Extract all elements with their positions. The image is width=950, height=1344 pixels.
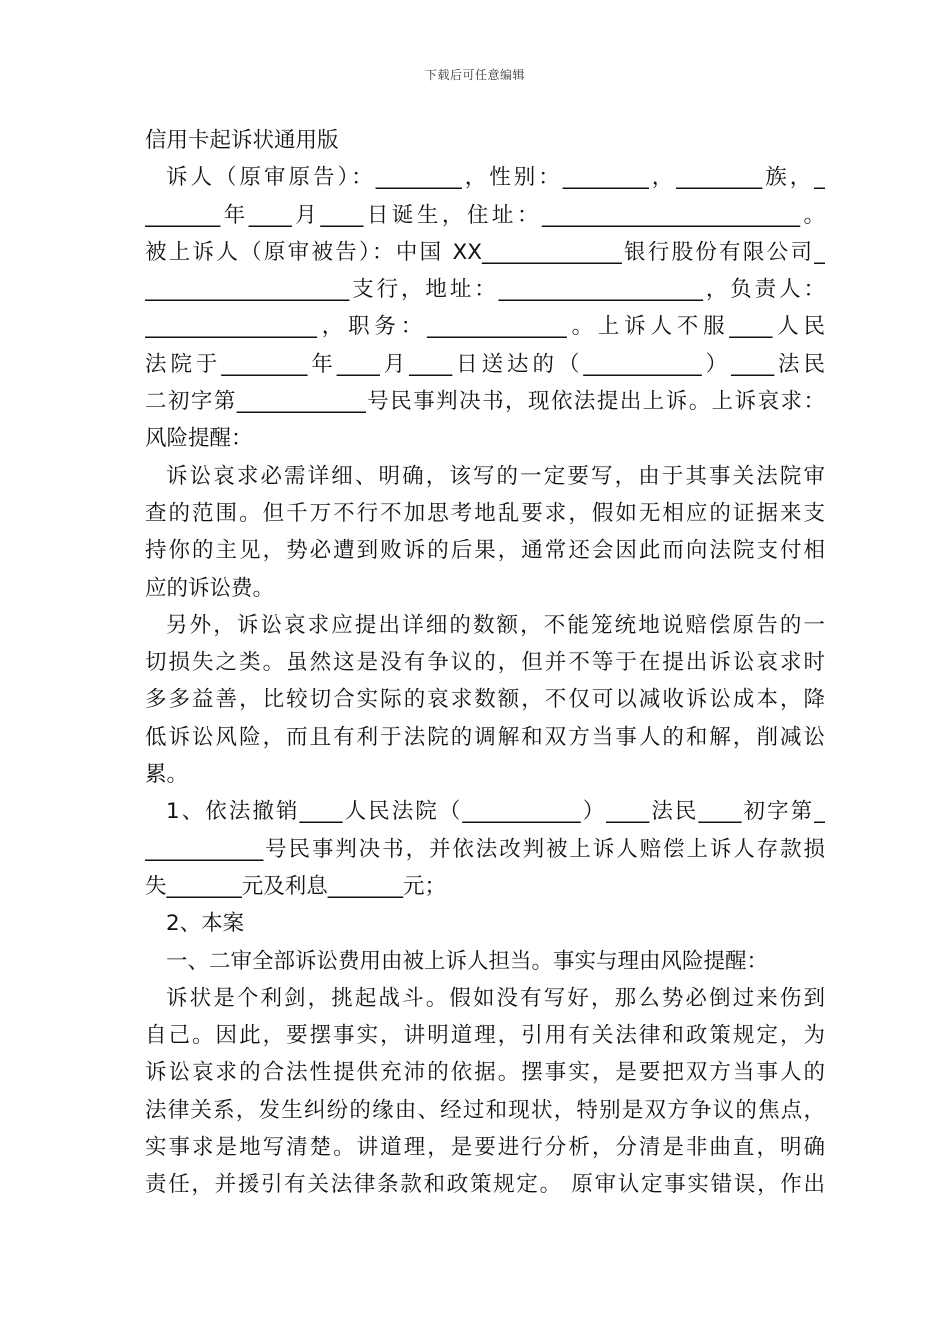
header-note: 下载后可任意编辑: [424, 68, 525, 82]
document-line: 低诉讼风险，而且有利于法院的调解和双方当事人的和解，削减讼: [145, 724, 825, 750]
document-line: 二初字第____________号民事判决书，现依法提出上诉。上诉哀求：: [145, 389, 825, 415]
document-line: 持你的主见，势必遭到败诉的后果，通常还会因此而向法院支付相: [145, 538, 825, 564]
document-line: 风险提醒：: [145, 426, 253, 452]
document-line: 诉讼哀求的合法性提供充沛的依据。摆事实，是要把双方当事人的: [145, 1060, 825, 1086]
document-line: 诉状是个利剑，挑起战斗。假如没有写好，那么势必倒过来伤到: [166, 985, 825, 1011]
document-line: ___________号民事判决书，并依法改判被上诉人赔偿上诉人存款损: [145, 836, 825, 862]
document-line: _______年____月____日诞生，住址：________________________。: [145, 202, 825, 228]
document-line: ___________________支行，地址：___________________，负责人：: [145, 277, 825, 303]
document-line: 查的范围。但千万不行不加思考地乱要求，假如无相应的证据来支: [145, 500, 825, 526]
document-line: 实事求是地写清楚。讲道理，是要进行分析，分清是非曲直，明确: [145, 1135, 825, 1161]
document-line: 另外，诉讼哀求应提出详细的数额，不能笼统地说赔偿原告的一: [166, 612, 825, 638]
document-line: 失_______元及利息_______元；: [145, 873, 447, 899]
document-line: 被上诉人（原审被告）：中国 XX_____________银行股份有限公司_: [145, 239, 825, 265]
document-line: 多多益善，比较切合实际的哀求数额，不仅可以减收诉讼成本，降: [145, 687, 825, 713]
document-line: 自己。因此，要摆事实，讲明道理，引用有关法律和政策规定，为: [145, 1023, 825, 1049]
document-line: 诉讼哀求必需详细、明确，该写的一定要写，由于其事关法院审: [166, 463, 825, 489]
document-line: 诉人（原审原告）：________，性别：________，________族，_: [166, 165, 825, 191]
document-line: 1、依法撤销____人民法院（___________）____法民____初字第_: [166, 799, 825, 825]
document-line: 责任，并援引有关法律条款和政策规定。 原审认定事实错误，作出: [145, 1172, 825, 1198]
document-line: ________________，职务：_____________。上诉人不服____人民: [145, 314, 825, 340]
document-body: [145, 122, 825, 1204]
document-line: 累。: [145, 762, 189, 788]
document-line: 2、本案: [166, 911, 245, 937]
document-line: 法律关系，发生纠纷的缘由、经过和现状，特别是双方争议的焦点，: [145, 1097, 825, 1123]
document-title: 信用卡起诉状通用版: [145, 128, 339, 153]
document-line: 应的诉讼费。: [145, 575, 275, 601]
document-line: 法院于________年____月____日送达的（___________）____法民: [145, 351, 825, 377]
document-line: 一、二审全部诉讼费用由被上诉人担当。事实与理由风险提醒：: [166, 948, 769, 974]
document-line: 切损失之类。虽然这是没有争议的，但并不等于在提出诉讼哀求时: [145, 650, 825, 676]
